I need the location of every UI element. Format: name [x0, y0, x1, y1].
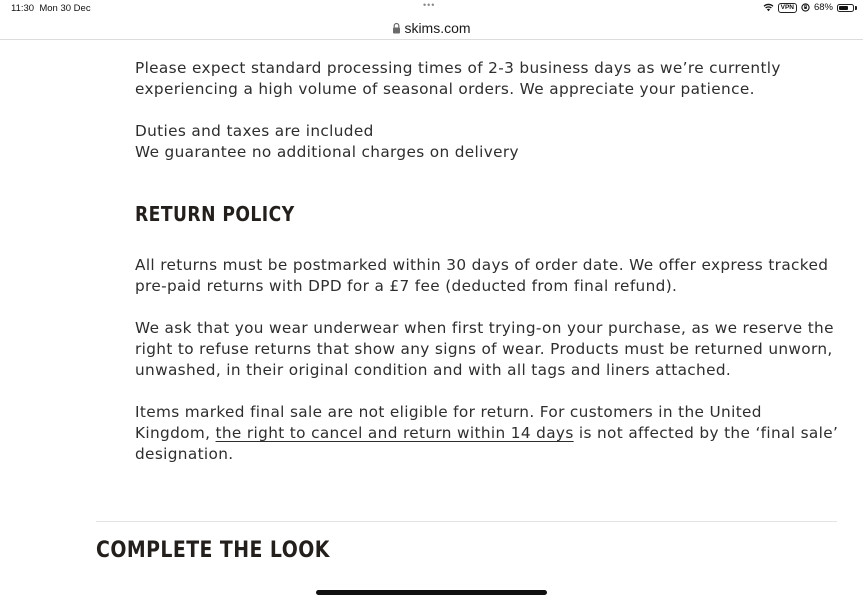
url-text[interactable]: skims.com: [404, 19, 471, 36]
status-date: Mon 30 Dec: [39, 3, 91, 14]
battery-percentage: 68%: [813, 2, 833, 13]
status-time: 11:30: [11, 3, 35, 14]
status-indicators: [763, 2, 857, 13]
toolbar-divider: [0, 39, 863, 40]
policy-content: [135, 58, 840, 465]
complete-the-look-heading: COMPLETE THE LOOK: [96, 538, 330, 563]
final-sale-text-before: Items marked final sale are not eligible for return. For customers in the United Kingdom,: [135, 403, 762, 442]
duties-notice: [135, 121, 840, 163]
final-sale-text: [135, 402, 840, 465]
duties-line: Duties and taxes are included: [135, 122, 374, 140]
status-bar: [0, 0, 863, 16]
lock-icon: [392, 22, 401, 34]
final-sale-text-after: is not affected by the ‘final sale’ designation.: [135, 424, 839, 463]
battery-fill: [839, 6, 848, 10]
return-condition-text: We ask that you wear underwear when first trying-on your purchase, as we reserve the right to refuse returns that show any signs of wear. Products must be returned unworn, unwashed, in their original condition and with all tags and liners attached.: [135, 319, 834, 379]
return-window-text: All returns must be postmarked within 30 days of order date. We offer express tracked pre-paid returns with DPD for a £7 fee (deducted from final refund).: [135, 256, 829, 295]
guarantee-line: We guarantee no additional charges on delivery: [135, 143, 519, 161]
battery-tip: [855, 6, 857, 10]
status-datetime: [11, 3, 91, 14]
return-policy-heading: RETURN POLICY: [135, 202, 295, 226]
right-to-cancel-link[interactable]: the right to cancel and return within 14 days: [215, 424, 574, 442]
wifi-icon: [763, 3, 774, 12]
vpn-badge: VPN: [778, 3, 797, 13]
battery-icon: [837, 4, 854, 12]
processing-notice: Please expect standard processing times of 2-3 business days as we’re currently experiencing a high volume of seasonal orders. We appreciate your patience.: [135, 59, 781, 98]
address-bar[interactable]: [0, 16, 863, 39]
multitasking-dots-icon[interactable]: •••: [423, 0, 436, 10]
section-divider: [96, 521, 837, 522]
home-indicator[interactable]: [316, 590, 547, 595]
orientation-lock-icon: [801, 3, 810, 12]
